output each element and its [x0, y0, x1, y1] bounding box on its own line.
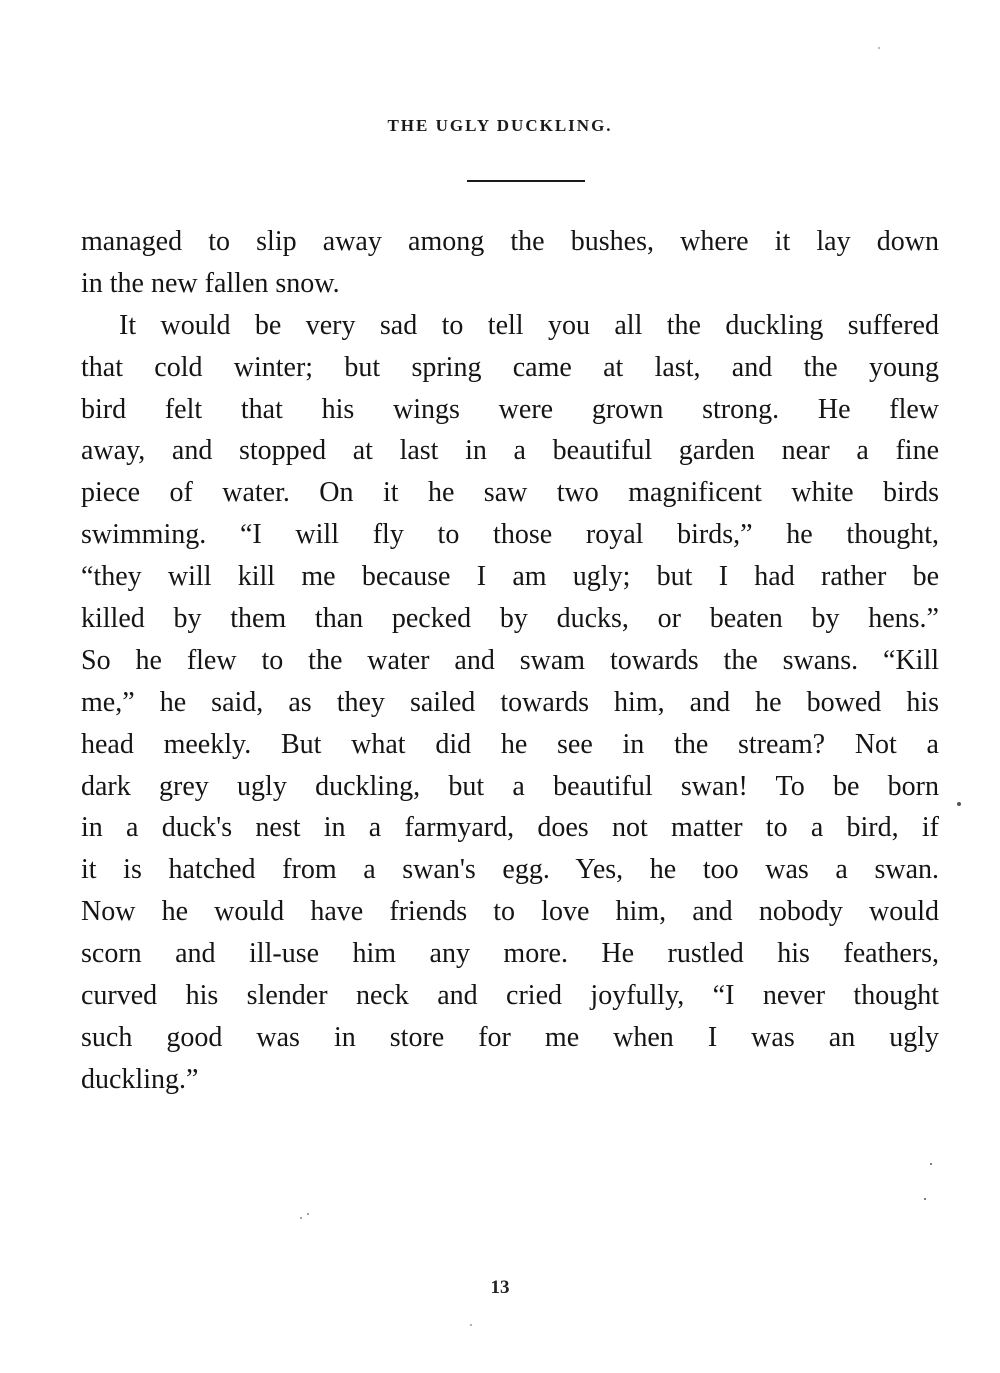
text-line: swimming. “I will fly to those royal birds,” he thought,	[81, 519, 939, 551]
text-line: scorn and ill-use him any more. He rustled his feathers,	[81, 938, 939, 970]
scan-speck	[878, 47, 880, 49]
text-line: dark grey ugly duckling, but a beautiful swan! To be born	[81, 770, 939, 802]
header-rule	[467, 180, 585, 182]
text-line: Now he would have friends to love him, and nobody would	[81, 896, 939, 928]
text-line: bird felt that his wings were grown strong. He flew	[81, 393, 939, 425]
scan-speck	[930, 1163, 932, 1165]
body-text	[81, 221, 939, 1101]
scan-speck	[957, 802, 961, 806]
text-line: It would be very sad to tell you all the duckling suffered	[119, 309, 939, 341]
text-line: that cold winter; but spring came at last, and the young	[81, 351, 939, 383]
scan-speck	[470, 1324, 472, 1326]
page-number: 13	[490, 1277, 510, 1298]
scan-speck	[307, 1213, 309, 1215]
text-line: it is hatched from a swan's egg. Yes, he too was a swan.	[81, 854, 939, 886]
text-line: killed by them than pecked by ducks, or beaten by hens.”	[81, 603, 939, 635]
text-line: curved his slender neck and cried joyfully, “I never thought	[81, 980, 939, 1012]
text-line: away, and stopped at last in a beautiful garden near a fine	[81, 435, 939, 467]
text-line: So he flew to the water and swam towards the swans. “Kill	[81, 644, 939, 676]
running-head: THE UGLY DUCKLING.	[387, 116, 613, 135]
text-line: me,” he said, as they sailed towards him, and he bowed his	[81, 686, 939, 718]
text-line: in a duck's nest in a farmyard, does not matter to a bird, if	[81, 812, 939, 844]
text-line: duckling.”	[81, 1063, 199, 1095]
scan-speck	[924, 1198, 926, 1200]
text-line: managed to slip away among the bushes, where it lay down	[81, 226, 939, 257]
text-line: head meekly. But what did he see in the stream? Not a	[81, 728, 939, 760]
text-line: “they will kill me because I am ugly; but I had rather be	[81, 561, 939, 593]
text-line: such good was in store for me when I was an ugly	[81, 1021, 939, 1053]
scan-speck	[300, 1217, 302, 1219]
text-line: piece of water. On it he saw two magnificent white birds	[81, 477, 939, 509]
text-line: in the new fallen snow.	[81, 267, 340, 299]
